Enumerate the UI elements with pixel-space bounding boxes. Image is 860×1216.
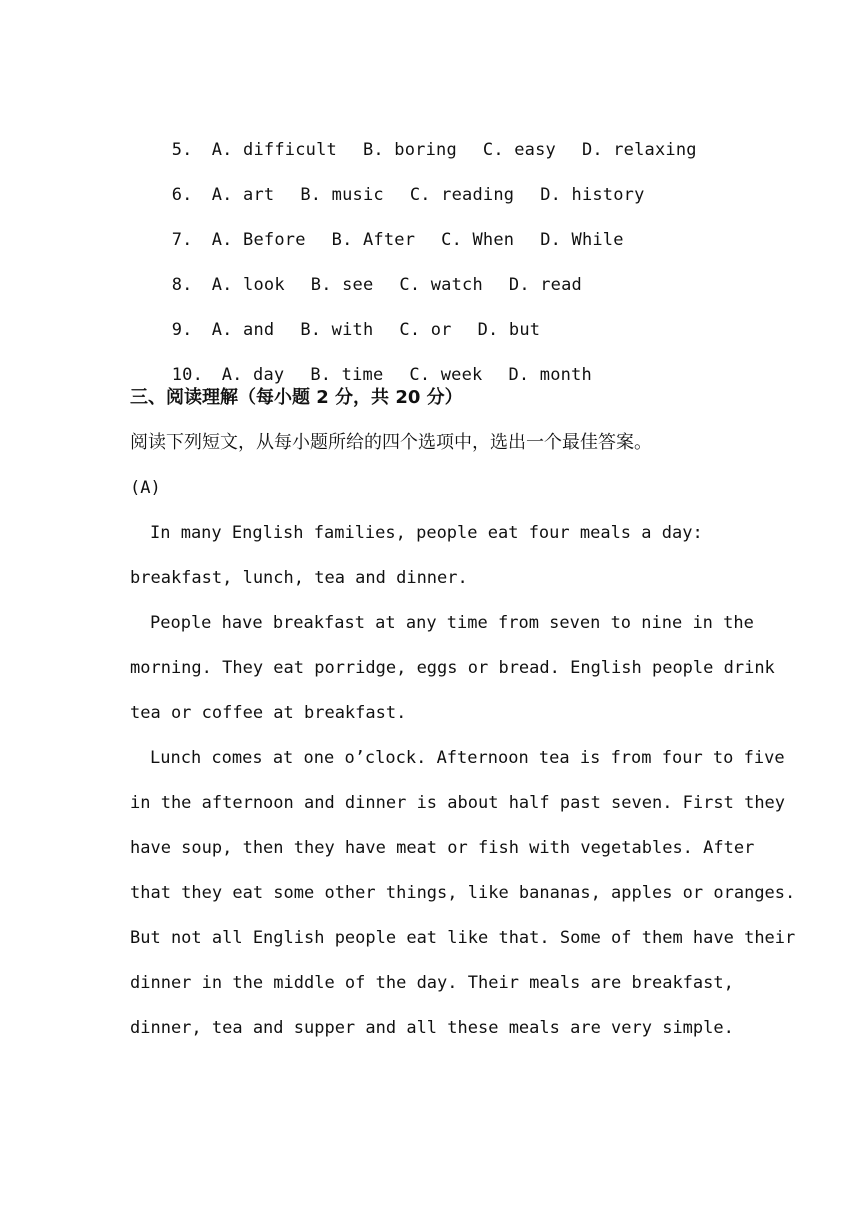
passage-line: dinner, tea and supper and all these meals are very simple. — [130, 1018, 734, 1038]
option-b: B. with — [300, 320, 374, 340]
question-number: 10. — [171, 365, 204, 385]
option-c: C. easy — [482, 140, 556, 160]
option-b: B. After — [331, 230, 416, 250]
option-c: C. reading — [409, 185, 515, 205]
option-a: A. day — [221, 365, 285, 385]
passage-line: But not all English people eat like that. Some of them have their — [130, 928, 796, 948]
option-d: D. While — [540, 230, 624, 250]
option-c: C. week — [409, 365, 483, 385]
option-d: D. read — [508, 275, 582, 295]
question-number: 6. — [171, 185, 193, 205]
option-d: D. month — [508, 365, 592, 385]
passage-line: in the afternoon and dinner is about half past seven. First they — [130, 793, 786, 813]
option-d: D. relaxing — [581, 140, 697, 160]
passage-line: In many English families, people eat four meals a day: — [150, 523, 703, 543]
option-a: A. Before — [211, 230, 306, 250]
question-number: 8. — [171, 275, 193, 295]
passage-line: breakfast, lunch, tea and dinner. — [130, 568, 468, 588]
question-number: 9. — [171, 320, 193, 340]
option-b: B. music — [300, 185, 384, 205]
passage-label: (A) — [130, 478, 161, 498]
passage-line: dinner in the middle of the day. Their meals are breakfast, — [130, 973, 734, 993]
option-d: D. history — [540, 185, 645, 205]
option-a: A. art — [211, 185, 275, 205]
option-b: B. boring — [362, 140, 457, 160]
passage-line: that they eat some other things, like bananas, apples or oranges. — [130, 883, 796, 903]
passage-line: have soup, then they have meat or fish with vegetables. After — [130, 838, 755, 858]
option-d: D. but — [477, 320, 541, 340]
option-b: B. see — [310, 275, 374, 295]
option-c: C. or — [399, 320, 452, 340]
passage-line: morning. They eat porridge, eggs or bread. English people drink — [130, 658, 775, 678]
option-c: C. When — [441, 230, 515, 250]
option-b: B. time — [310, 365, 384, 385]
question-number: 5. — [171, 140, 193, 160]
passage-line: tea or coffee at breakfast. — [130, 703, 407, 723]
option-a: A. look — [211, 275, 285, 295]
option-c: C. watch — [399, 275, 483, 295]
option-a: A. and — [211, 320, 275, 340]
passage-line: Lunch comes at one o’clock. Afternoon tea is from four to five — [150, 748, 785, 768]
question-number: 7. — [171, 230, 193, 250]
section-heading: 三、阅读理解（每小题 2 分，共 20 分） — [130, 387, 463, 408]
passage-line: People have breakfast at any time from seven to nine in the — [150, 613, 754, 633]
section-instruction: 阅读下列短文，从每小题所给的四个选项中，选出一个最佳答案。 — [130, 432, 652, 453]
option-a: A. difficult — [211, 140, 337, 160]
